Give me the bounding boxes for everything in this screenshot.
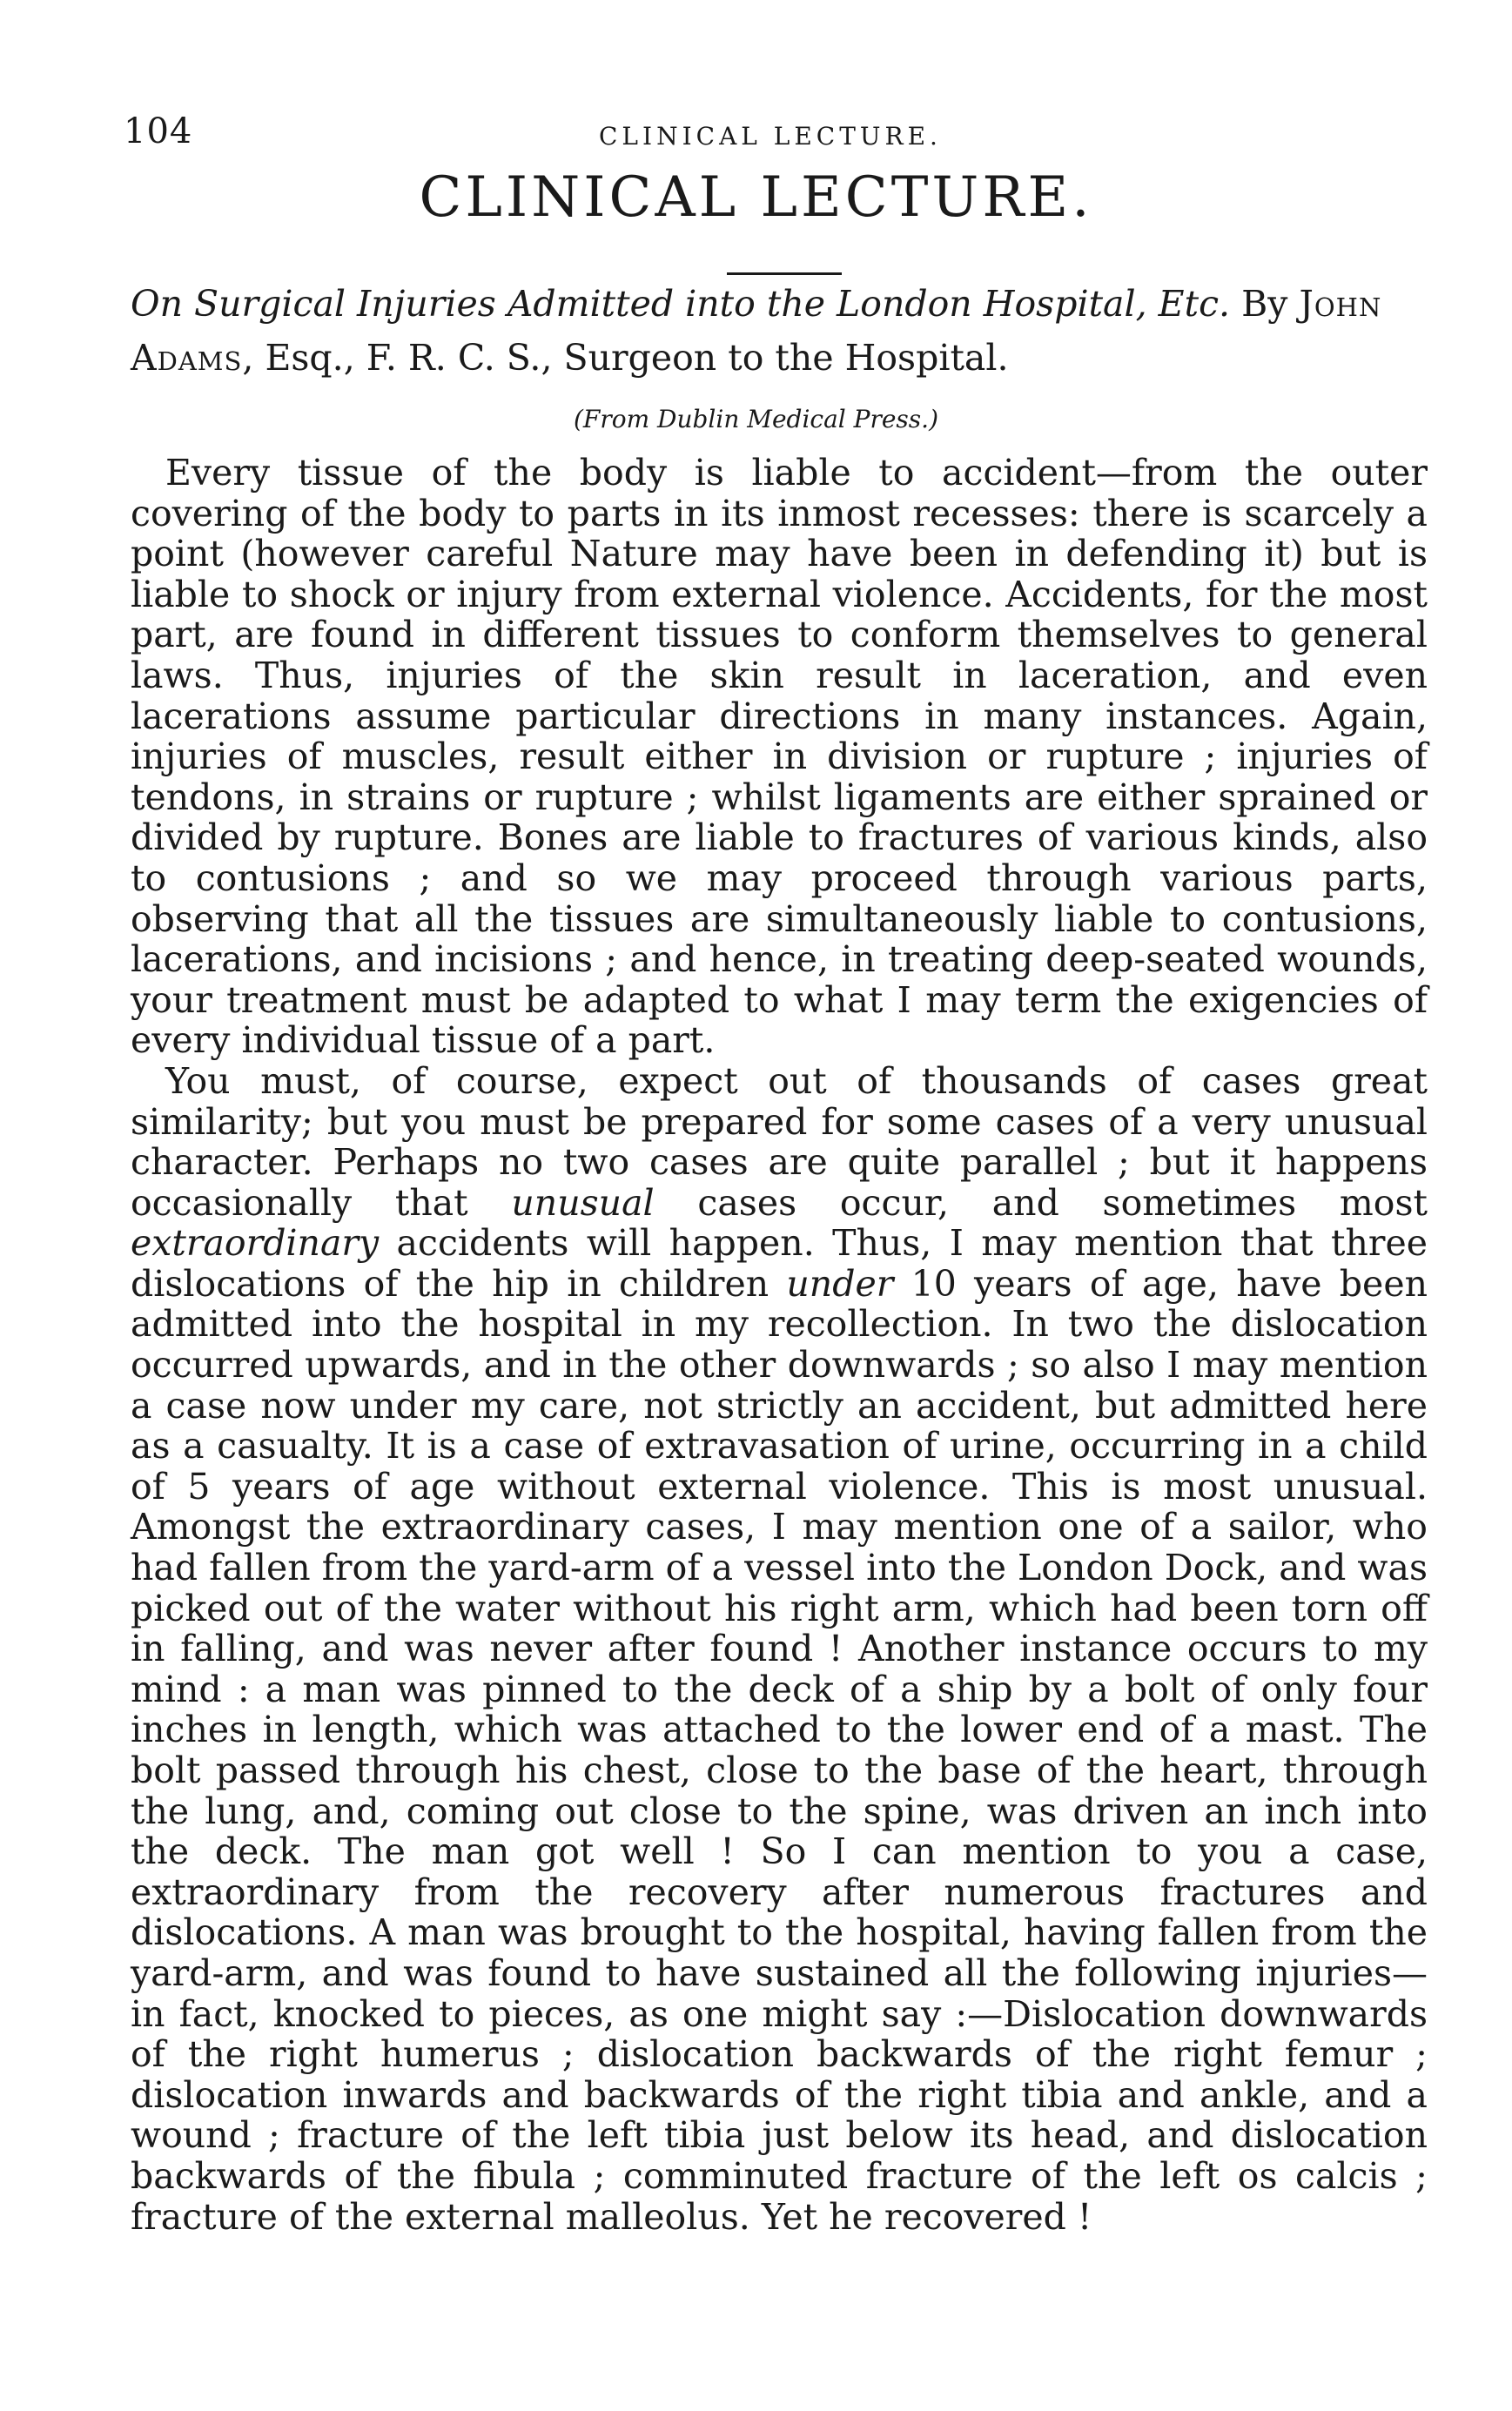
byline-by: By xyxy=(1241,283,1288,325)
paragraph-2-part-a: You must, of course, expect out of thousands of cases great similarity; but you must be prepared for some cases of a very unusual character. Perhaps no two cases are quite parallel ; but it happens occasionally that xyxy=(131,1059,1428,1224)
author-name: John Adams xyxy=(131,283,1382,379)
paragraph-2 xyxy=(131,1061,1428,2237)
source-attribution: (From Dublin Medical Press.) xyxy=(573,405,938,433)
paragraph-1: Every tissue of the body is liable to accident—from the outer covering of the body to parts in its inmost recesses: there is scarcely a point (however careful Nature may have been in defending it) but is liable to shock or injury from external violence. Accidents, for the most part, are found in different tissues to conform themselves to general laws. Thus, injuries of the skin result in laceration, and even lacerations assume particular directions in many instances. Again, injuries of muscles, result either in division or rupture ; injuries of tendons, in strains or rupture ; whilst ligaments are either sprained or divided by rupture. Bones are liable to fractures of various kinds, also to contusions ; and so we may proceed through various parts, observing that all the tissues are simultaneously liable to contusions, lacerations, and incisions ; and hence, in treating deep-seated wounds, your treatment must be adapted to what I may term the exigencies of every individual tissue of a part. xyxy=(131,452,1428,1062)
article-title: CLINICAL LECTURE. xyxy=(419,165,1093,230)
paragraph-2-part-b: cases occur, and sometimes most xyxy=(654,1181,1428,1224)
emphasis-extraordinary: extraordinary xyxy=(131,1222,380,1265)
running-header xyxy=(124,111,1429,155)
title-divider xyxy=(727,272,842,275)
running-title: CLINICAL LECTURE. xyxy=(599,122,942,151)
page-number: 104 xyxy=(124,111,193,151)
lecture-subject: On Surgical Injuries Admitted into the London Hospital, Etc. xyxy=(131,283,1231,325)
author-credentials: , Esq., F. R. C. S., Surgeon to the Hospital. xyxy=(242,337,1009,379)
paragraph-2-part-c: accidents will happen. Thus, I may mention that three dislocations of the hip in children xyxy=(131,1222,1428,1305)
article-body xyxy=(131,453,1428,2237)
emphasis-unusual: unusual xyxy=(511,1181,655,1224)
paragraph-2-part-d: 10 years of age, have been admitted into the hospital in my recollection. In two the dislocation occurred upwards, and in the other downwards ; so also I may mention a case now under my care, not strictly an accident, but admitted here as a casualty. It is a case of extravasation of urine, occurring in a child of 5 years of age without external violence. This is most unusual. Amongst the extraordinary cases, I may mention one of a sailor, who had fallen from the yard-arm of a vessel into the London Dock, and was picked out of the water without his right arm, which had been torn off in falling, and was never after found ! Another instance occurs to my mind : a man was pinned to the deck of a ship by a bolt of only four inches in length, which was attached to the lower end of a mast. The bolt passed through his chest, close to the base of the heart, through the lung, and, coming out close to the spine, was driven an inch into the deck. The man got well ! So I can mention to you a case, extraordinary from the recovery after numerous fractures and dislocations. A man was brought to the hospital, having fallen from the yard-arm, and was found to have sustained all the following injuries—in fact, knocked to pieces, as one might say :—Dislocation downwards of the right humerus ; dislocation backwards of the right femur ; dislocation inwards and backwards of the right tibia and ankle, and a wound ; fracture of the left tibia just below its head, and dislocation backwards of the fibula ; comminuted fracture of the left os calcis ; fracture of the external malleolus. Yet he recovered ! xyxy=(131,1262,1428,2238)
byline xyxy=(131,277,1428,385)
emphasis-under: under xyxy=(786,1262,894,1305)
